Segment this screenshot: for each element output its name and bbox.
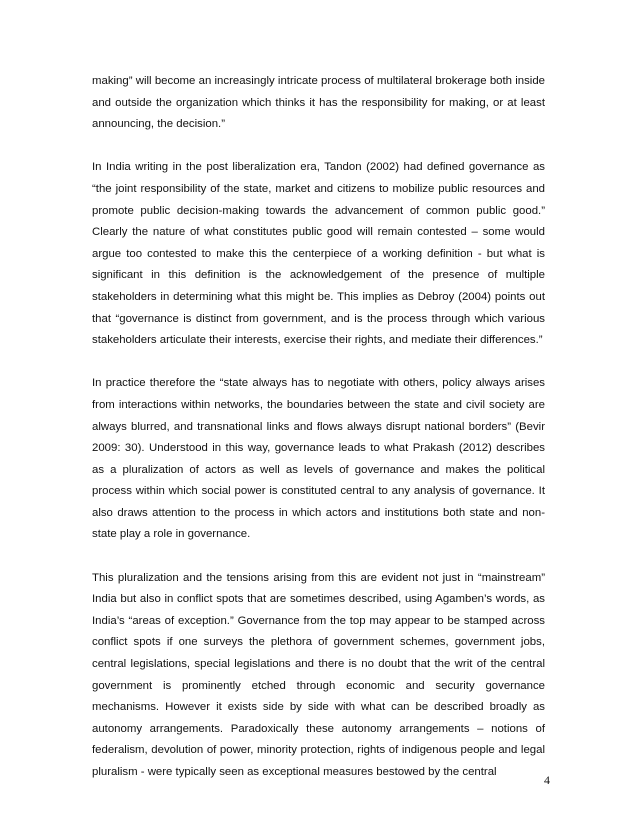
paragraph-pluralization-of-actors: In practice therefore the “state always has to negotiate with others, policy always arises from interactions within networks, the boundaries between the state and civil society are always blurred, and transnational links and flows always disrupt national borders” (Bevir 2009: 30). Understood in this way, governance leads to what Prakash (2012) describes as a pluralization of actors as well as levels of governance and makes the political process within which social power is constituted central to any analysis of governance. It also draws attention to the process in which actors and institutions both state and non-state play a role in governance. — [92, 377, 545, 541]
paragraph-areas-of-exception: This pluralization and the tensions arising from this are evident not just in “mainstream” India but also in conflict spots that are sometimes described, using Agamben’s words, as India’s “areas of exception.” Governance from the top may appear to be stamped across conflict spots if one surveys the plethora of government schemes, government jobs, central legislations, special legislations and there is no doubt that the writ of the central government is prominently etched through economic and security governance mechanisms. However it exists side by side with what can be described broadly as autonomy arrangements. Paradoxically these autonomy arrangements – notions of federalism, devolution of power, minority protection, rights of indigenous people and legal pluralism - were typically seen as exceptional measures bestowed by the central — [92, 571, 545, 778]
body-text — [92, 71, 545, 805]
paragraph-continuation: making” will become an increasingly intricate process of multilateral brokerage both inside and outside the organization which thinks it has the responsibility for making, or at least announcing, the decision.” — [92, 75, 545, 131]
page-number: 4 — [544, 773, 550, 787]
paragraph-tandon-definition: In India writing in the post liberalization era, Tandon (2002) had defined governance as “the joint responsibility of the state, market and citizens to mobilize public resources and promote public decision-making towards the advancement of common public good.” Clearly the nature of what constitutes public good will remain contested – some would argue too contested to make this the centerpiece of a working definition - but what is significant in this definition is the acknowledgement of the presence of multiple stakeholders in determining what this might be. This implies as Debroy (2004) points out that “governance is distinct from government, and is the process through which various stakeholders articulate their interests, exercise their rights, and mediate their differences.” — [92, 161, 545, 347]
